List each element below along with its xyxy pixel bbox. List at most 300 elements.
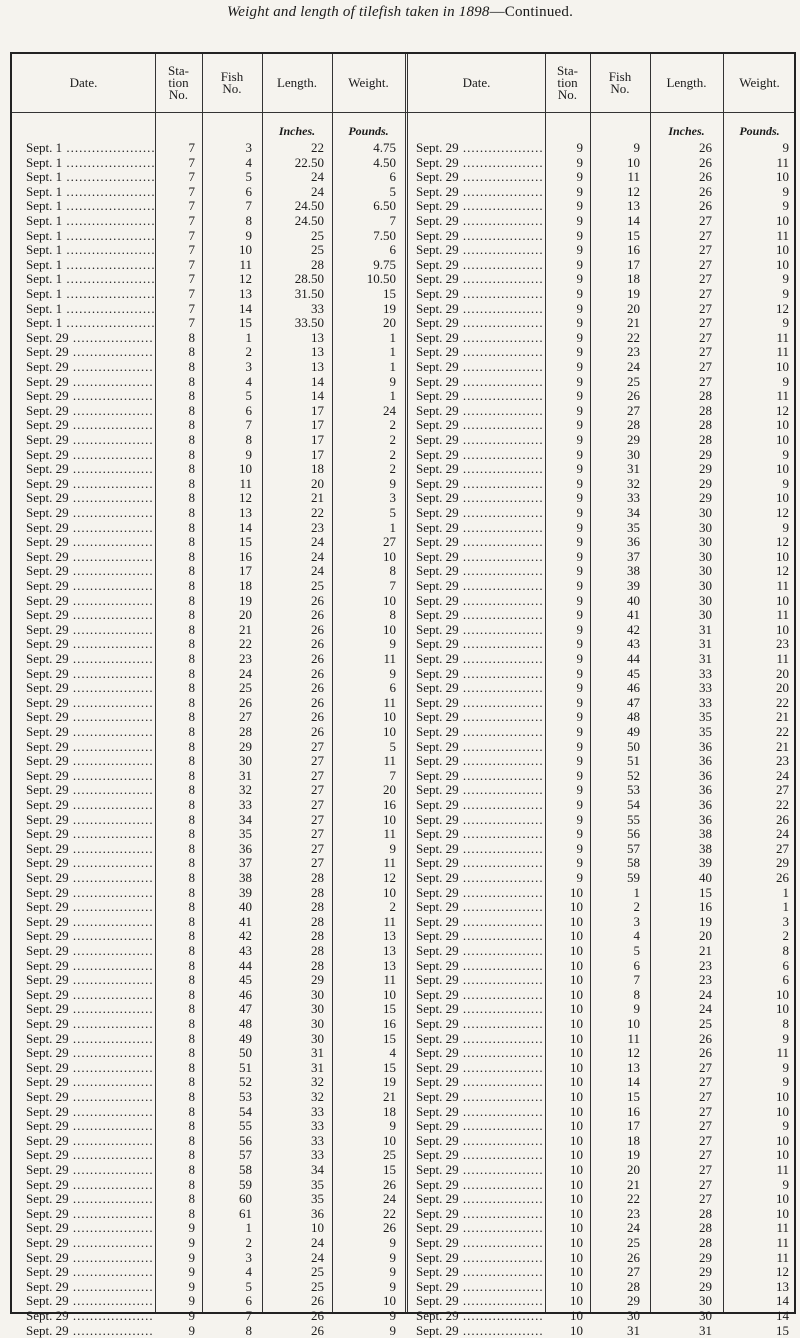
date-cell: Sept. 29 ..... [26,417,154,433]
station-cell: 10 [570,1001,583,1017]
date-cell: Sept. 29 ..... [416,1104,544,1120]
date-cell: Sept. 29 ..... [416,1089,544,1105]
table-row [12,768,794,784]
date-cell: Sept. 29 ..... [26,768,154,784]
date-cell: Sept. 29 ..... [416,1191,544,1207]
length-cell: 28 [699,1205,712,1221]
date-cell: Sept. 29 ..... [416,622,544,638]
station-cell: 8 [188,1205,195,1221]
date-cell: Sept. 29 ..... [26,841,154,857]
fish-cell: 4 [245,154,252,170]
date-cell: Sept. 29 ..... [416,301,544,317]
date-cell: Sept. 29 ..... [26,461,154,477]
date-cell: Sept. 29 ..... [26,1293,154,1309]
table-row [12,709,794,725]
station-cell: 10 [570,899,583,915]
table-row [12,578,794,594]
fish-cell: 10 [239,461,252,477]
fish-cell: 20 [627,300,640,316]
page-title [0,4,800,21]
length-cell: 27 [699,359,712,374]
date-cell: Sept. 29 ..... [416,1323,544,1338]
weight-cell: 2 [782,928,789,944]
station-cell: 10 [570,1235,583,1250]
date-cell: Sept. 29 ..... [26,1104,154,1120]
fish-cell: 23 [627,1205,640,1221]
station-cell: 8 [188,388,195,404]
length-cell: 22 [311,505,324,520]
length-cell: 28 [699,388,712,404]
length-cell: 24 [311,563,324,579]
fish-cell: 23 [627,344,640,360]
date-cell: Sept. 29 ..... [416,1220,544,1236]
length-cell: 30 [699,534,712,550]
weight-cell: 10 [776,1132,789,1148]
station-cell: 8 [188,578,195,593]
length-cell: 27 [699,1059,712,1075]
date-cell: Sept. 29 ..... [416,140,544,156]
length-cell: 31 [699,1322,712,1338]
date-cell: Sept. 29 ..... [26,782,154,798]
station-cell: 9 [576,680,583,696]
length-cell: 33.50 [294,315,324,331]
weight-cell: 11 [776,154,789,170]
station-cell: 10 [570,884,583,900]
station-cell: 9 [576,534,583,550]
length-cell: 14 [311,373,324,389]
fish-cell: 32 [239,782,252,798]
station-cell: 8 [188,432,195,447]
date-cell: Sept. 29 ..... [416,417,544,433]
table-row [12,344,794,360]
station-cell: 9 [576,432,583,447]
length-cell: 30 [311,1016,324,1031]
length-cell: 38 [699,826,712,842]
table-row [12,520,794,536]
length-cell: 26 [699,140,712,155]
station-cell: 7 [188,315,195,331]
date-cell: Sept. 29 ..... [416,549,544,565]
length-cell: 30 [699,578,712,593]
station-cell: 10 [570,1191,583,1207]
weight-cell: 11 [776,329,789,345]
station-cell: 9 [188,1220,195,1236]
table-row [12,169,794,185]
weight-cell: 23 [776,753,789,769]
table-row [12,505,794,521]
station-cell: 8 [188,1162,195,1177]
date-cell: Sept. 29 ..... [26,549,154,565]
weight-cell: 6 [389,242,396,258]
station-cell: 8 [188,665,195,681]
table-row [12,432,794,448]
weight-cell: 3 [782,913,789,929]
fish-cell: 44 [627,651,640,666]
length-cell: 26 [311,665,324,681]
length-cell: 27 [699,1147,712,1163]
date-cell: Sept. 29 ..... [416,257,544,273]
length-cell: 35 [699,709,712,725]
header-weight-left: Weight. [348,75,389,90]
station-cell: 8 [188,417,195,433]
weight-cell: 10.50 [366,271,396,287]
station-cell: 10 [570,1118,583,1134]
fish-cell: 1 [245,329,252,345]
weight-cell: 29 [776,855,789,871]
station-cell: 9 [576,636,583,652]
station-cell: 8 [188,913,195,929]
date-cell: Sept. 29 ..... [26,695,154,711]
date-cell: Sept. 29 ..... [416,739,544,755]
weight-cell: 4.50 [373,154,396,170]
length-cell: 27 [699,227,712,243]
station-cell: 9 [576,402,583,418]
length-cell: 33 [699,694,712,710]
station-cell: 9 [576,578,583,593]
date-cell: Sept. 29 ..... [416,490,544,506]
length-cell: 18 [311,461,324,477]
weight-cell: 22 [383,1205,396,1221]
weight-cell: 5 [389,505,396,520]
table-row [12,155,794,171]
fish-cell: 38 [627,563,640,579]
weight-cell: 10 [383,986,396,1002]
weight-cell: 9.75 [373,256,396,272]
date-cell: Sept. 29 ..... [416,797,544,813]
fish-cell: 50 [627,738,640,754]
station-cell: 10 [570,1308,583,1323]
table-row [12,666,794,682]
date-cell: Sept. 29 ..... [416,826,544,842]
table-row [12,636,794,652]
length-cell: 24.50 [294,213,324,228]
station-cell: 9 [188,1322,195,1338]
date-cell: Sept. 29 ..... [26,447,154,463]
weight-cell: 10 [776,1103,789,1119]
weight-cell: 10 [776,1191,789,1207]
date-cell: Sept. 29 ..... [416,476,544,492]
length-cell: 21 [699,943,712,958]
weight-cell: 9 [782,271,789,287]
date-cell: Sept. 29 ..... [416,1045,544,1061]
header-station-left: Sta- tion No. [168,63,189,102]
weight-cell: 9 [389,1118,396,1134]
date-cell: Sept. 29 ..... [416,695,544,711]
fish-cell: 11 [627,1030,640,1046]
length-cell: 25 [311,1278,324,1294]
table-row [12,1162,794,1178]
table-row [12,213,794,229]
weight-cell: 10 [383,621,396,637]
fish-cell: 42 [627,621,640,637]
weight-cell: 9 [782,140,789,155]
date-cell: Sept. 29 ..... [26,1074,154,1090]
date-cell: Sept. 29 ..... [26,1089,154,1105]
date-cell: Sept. 29 ..... [416,958,544,974]
weight-cell: 7.50 [373,227,396,243]
date-cell: Sept. 29 ..... [416,461,544,477]
length-cell: 39 [699,855,712,871]
table-row [12,447,794,463]
length-cell: 29 [699,490,712,506]
weight-cell: 6 [782,972,789,988]
weight-cell: 10 [776,1147,789,1163]
date-cell: Sept. 29 ..... [26,1206,154,1222]
station-cell: 8 [188,563,195,579]
weight-cell: 9 [389,840,396,856]
station-cell: 8 [188,548,195,564]
table-row [12,753,794,769]
station-cell: 9 [576,154,583,170]
table-row [12,1147,794,1163]
fish-cell: 13 [239,505,252,520]
fish-cell: 30 [627,446,640,462]
fish-cell: 52 [239,1074,252,1090]
length-cell: 15 [699,884,712,900]
weight-cell: 11 [776,227,789,243]
station-cell: 8 [188,1147,195,1163]
weight-cell: 10 [383,811,396,827]
header-station-right: Sta- tion No. [557,63,578,102]
fish-cell: 60 [239,1191,252,1207]
length-cell: 26 [311,1322,324,1338]
station-cell: 8 [188,855,195,871]
date-cell: Sept. 29 ..... [26,1031,154,1047]
table-row [12,403,794,419]
length-cell: 17 [311,402,324,418]
fish-cell: 23 [239,651,252,666]
fish-cell: 2 [633,899,640,915]
station-cell: 9 [576,607,583,623]
weight-cell: 11 [776,607,789,623]
fish-cell: 25 [627,1235,640,1250]
date-cell: Sept. 29 ..... [416,607,544,623]
weight-cell: 8 [389,563,396,579]
fish-cell: 9 [245,446,252,462]
date-cell: Sept. 29 ..... [416,1264,544,1280]
date-cell: Sept. 29 ..... [416,987,544,1003]
fish-cell: 18 [239,578,252,593]
fish-cell: 31 [627,1322,640,1338]
date-cell: Sept. 29 ..... [416,709,544,725]
station-cell: 10 [570,1176,583,1192]
station-cell: 10 [570,1030,583,1046]
station-cell: 10 [570,1103,583,1119]
station-cell: 8 [188,1089,195,1104]
date-cell: Sept. 29 ..... [416,374,544,390]
length-cell: 24 [311,183,324,199]
weight-cell: 9 [782,475,789,491]
length-cell: 26 [699,154,712,170]
station-cell: 10 [570,1147,583,1163]
fish-cell: 21 [627,315,640,331]
date-cell: Sept. 29 ..... [416,184,544,200]
station-cell: 8 [188,1045,195,1061]
length-cell: 26 [699,183,712,199]
length-cell: 29 [699,461,712,477]
table-row [12,943,794,959]
length-cell: 29 [699,1249,712,1265]
length-cell: 29 [699,475,712,491]
fish-cell: 37 [239,855,252,871]
fish-cell: 3 [245,359,252,374]
date-cell: Sept. 29 ..... [416,1031,544,1047]
station-cell: 9 [576,242,583,258]
fish-cell: 39 [239,884,252,900]
date-cell: Sept. 29 ..... [26,403,154,419]
weight-cell: 21 [776,738,789,754]
length-cell: 26 [311,680,324,696]
date-cell: Sept. 29 ..... [26,520,154,536]
length-cell: 26 [699,198,712,214]
length-cell: 27 [699,1089,712,1104]
length-cell: 17 [311,417,324,433]
fish-cell: 57 [627,840,640,856]
date-cell: Sept. 29 ..... [26,432,154,448]
date-cell: Sept. 29 ..... [26,1250,154,1266]
fish-cell: 13 [239,286,252,301]
station-cell: 8 [188,738,195,754]
station-cell: 8 [188,884,195,900]
station-cell: 9 [576,461,583,477]
weight-cell: 26 [776,870,789,885]
weight-cell: 9 [389,1264,396,1280]
weight-cell: 10 [776,169,789,185]
length-cell: 33 [699,665,712,681]
fish-cell: 33 [627,490,640,506]
date-cell: Sept. 29 ..... [26,374,154,390]
fish-cell: 58 [627,855,640,871]
station-cell: 7 [188,286,195,301]
fish-cell: 50 [239,1045,252,1061]
weight-cell: 11 [383,972,396,988]
station-cell: 10 [570,986,583,1002]
station-cell: 8 [188,767,195,783]
weight-cell: 14 [776,1308,789,1323]
date-cell: Sept. 29 ..... [26,388,154,404]
fish-cell: 54 [239,1103,252,1119]
fish-cell: 24 [627,359,640,374]
station-cell: 9 [576,621,583,637]
header-fish-left: Fish No. [220,69,244,96]
fish-cell: 25 [239,680,252,696]
weight-cell: 12 [776,505,789,520]
weight-cell: 1 [389,388,396,404]
fish-cell: 15 [239,534,252,550]
length-cell: 36 [699,738,712,754]
length-cell: 27 [699,213,712,228]
station-cell: 7 [188,242,195,258]
fish-cell: 35 [627,519,640,535]
date-cell: Sept. 29 ..... [26,812,154,828]
fish-cell: 10 [627,1016,640,1031]
date-cell: Sept. 29 ..... [26,607,154,623]
table-row [12,476,794,492]
length-cell: 24 [311,548,324,564]
length-cell: 30 [699,1308,712,1323]
date-cell: Sept. 29 ..... [26,870,154,886]
station-cell: 7 [188,300,195,316]
date-cell: Sept. 29 ..... [416,213,544,229]
weight-cell: 2 [389,461,396,477]
length-cell: 34 [311,1162,324,1177]
weight-cell: 1 [389,519,396,535]
length-cell: 17 [311,432,324,447]
fish-cell: 11 [239,256,252,272]
station-cell: 7 [188,227,195,243]
table-row [12,680,794,696]
fish-cell: 4 [633,928,640,944]
weight-cell: 10 [776,548,789,564]
fish-cell: 56 [239,1132,252,1148]
date-cell: Sept. 1 ..... [26,257,154,273]
station-cell: 9 [576,213,583,228]
weight-cell: 19 [383,300,396,316]
table-row [12,1220,794,1236]
station-cell: 8 [188,840,195,856]
station-cell: 7 [188,198,195,214]
weight-cell: 6 [389,169,396,185]
fish-cell: 37 [627,548,640,564]
station-cell: 9 [576,709,583,725]
weight-cell: 13 [383,928,396,944]
length-cell: 30 [699,592,712,608]
date-cell: Sept. 29 ..... [416,1147,544,1163]
station-cell: 8 [188,709,195,725]
length-cell: 36 [311,1205,324,1221]
fish-cell: 6 [245,183,252,199]
fish-cell: 4 [245,373,252,389]
station-cell: 10 [570,957,583,973]
station-cell: 9 [576,271,583,287]
date-cell: Sept. 29 ..... [416,972,544,988]
length-cell: 24 [311,169,324,185]
date-cell: Sept. 29 ..... [26,753,154,769]
fish-cell: 51 [627,753,640,769]
date-cell: Sept. 29 ..... [26,1016,154,1032]
date-cell: Sept. 29 ..... [26,855,154,871]
fish-cell: 26 [627,388,640,404]
fish-cell: 58 [239,1162,252,1177]
weight-cell: 9 [782,1176,789,1192]
length-cell: 28 [699,432,712,447]
weight-cell: 11 [383,913,396,929]
station-cell: 9 [188,1249,195,1265]
weight-cell: 9 [782,286,789,301]
station-cell: 9 [576,388,583,404]
station-cell: 10 [570,1205,583,1221]
station-cell: 8 [188,680,195,696]
length-cell: 26 [311,592,324,608]
fish-cell: 33 [239,797,252,812]
weight-cell: 25 [383,1147,396,1163]
station-cell: 9 [576,738,583,754]
header-date-right: Date. [462,75,491,90]
table-row [12,198,794,214]
table-row [12,1206,794,1222]
fish-cell: 10 [627,154,640,170]
station-cell: 7 [188,213,195,228]
fish-cell: 18 [627,271,640,287]
data-table [10,52,796,1338]
fish-cell: 8 [245,213,252,228]
fish-cell: 43 [239,943,252,958]
weight-cell: 11 [776,1249,789,1265]
fish-cell: 22 [627,329,640,345]
date-cell: Sept. 29 ..... [26,680,154,696]
fish-cell: 28 [627,1278,640,1294]
fish-cell: 27 [627,402,640,418]
